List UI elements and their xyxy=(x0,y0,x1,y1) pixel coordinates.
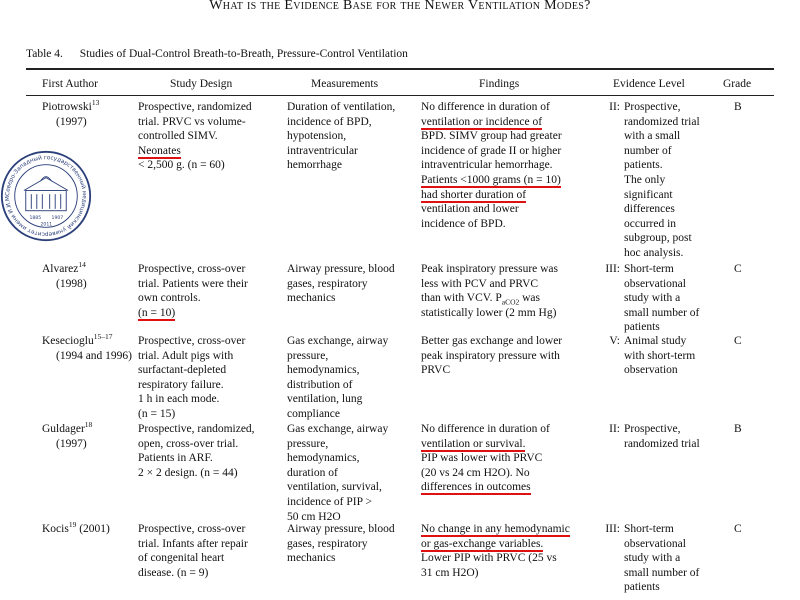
author-cell: Guldager$^{18}$ (1997) xyxy=(42,420,93,450)
design-cell: Prospective, randomized trial. PRVC vs volume- controlled SIMV. Neonates < 2,500 g. (n = 60) xyxy=(138,101,252,172)
grade-cell: B xyxy=(734,423,742,435)
seal-year-3: 2011 xyxy=(40,222,53,228)
findings-cell: Peak inspiratory pressure was less with PCV and PRVC than with VCV. $P_{aCO2}$ was statistically lower (2 mm Hg) xyxy=(421,263,559,319)
measurements-cell: Duration of ventilation, incidence of BPD, hypotension, intraventricular hemorrhage xyxy=(287,101,396,172)
evidence-cell: III: Short-term observational study with a small number of patients xyxy=(605,523,700,594)
col-header-measurements: Measurements xyxy=(311,78,379,90)
findings-cell: No change in any hemodynamic or gas-exchange variables. Lower PIP with PRVC (25 vs 31 cm H2O) xyxy=(421,523,570,579)
col-header-design: Study Design xyxy=(170,78,233,90)
table-number: Table 4. xyxy=(26,48,63,60)
evidence-cell: II: Prospective, randomized trial with a small number of patients. The only significant differences occurred in subgroup, post hoc analysis. xyxy=(609,101,700,259)
author-cell: Piotrowski$^{13}$ (1997) xyxy=(42,98,100,128)
measurements-cell: Airway pressure, blood gases, respiratory mechanics xyxy=(287,263,395,305)
measurements-cell: Gas exchange, airway pressure, hemodynamics, duration of ventilation, survival, incidence of PIP > 50 cm H2O xyxy=(287,423,389,523)
col-header-grade: Grade xyxy=(723,78,752,90)
col-header-findings: Findings xyxy=(479,78,520,90)
evidence-cell: V: Animal study with short-term observation xyxy=(609,335,696,377)
design-cell: Prospective, cross-over trial. Adult pigs with surfactant-depleted respiratory failure. 1 h in each mode. (n = 15) xyxy=(138,335,246,420)
top-rule xyxy=(26,68,774,70)
measurements-cell: Gas exchange, airway pressure, hemodynamics, distribution of ventilation, lung compliance xyxy=(287,335,389,420)
seal-arc-text: Северо-Западный государственный медицинский университет имени И.И.М xyxy=(5,155,87,237)
col-header-evidence: Evidence Level xyxy=(613,78,685,90)
grade-cell: C xyxy=(734,335,742,347)
author-cell: Kocis$^{19}$ (2001) xyxy=(42,520,110,535)
evidence-cell: II: Prospective, randomized trial xyxy=(609,423,700,450)
grade-cell: C xyxy=(734,263,742,275)
findings-cell: No difference in duration of ventilation or incidence of BPD. SIMV group had greater incidence of grade II or higher intraventricular hemorrhage. Patients <1000 grams (n = 10) had shorter duration of ventilation and lower incidence of BPD. xyxy=(421,101,562,230)
header-rule xyxy=(26,95,774,96)
findings-cell: Better gas exchange and lower peak inspiratory pressure with PRVC xyxy=(421,335,563,377)
table-title: Studies of Dual-Control Breath-to-Breath, Pressure-Control Ventilation xyxy=(79,48,408,60)
page-header: What is the Evidence Base for the Newer Ventilation Modes? xyxy=(209,0,591,13)
design-cell: Prospective, randomized, open, cross-over trial. Patients in ARF. 2 × 2 design. (n = 44) xyxy=(138,423,255,479)
table-caption xyxy=(26,48,408,60)
author-cell: Kesecioglu$^{15-17}$ (1994 and 1996) xyxy=(42,332,133,362)
grade-cell: B xyxy=(734,101,742,113)
grade-cell: C xyxy=(734,523,742,535)
measurements-cell: Airway pressure, blood gases, respiratory mechanics xyxy=(287,523,395,565)
author-cell: Alvarez$^{14}$ (1998) xyxy=(42,260,87,290)
design-cell: Prospective, cross-over trial. Patients were their own controls. (n = 10) xyxy=(138,263,248,319)
col-header-author: First Author xyxy=(42,78,98,90)
evidence-cell: III: Short-term observational study with a small number of patients xyxy=(605,263,700,334)
university-seal-logo xyxy=(0,150,92,242)
design-cell: Prospective, cross-over trial. Infants after repair of congenital heart disease. (n = 9) xyxy=(138,523,248,579)
seal-year-1: 1885 xyxy=(29,216,42,221)
findings-cell: No difference in duration of ventilation or survival. PIP was lower with PRVC (20 vs 24 cm H2O). No differences in outcomes xyxy=(421,423,550,494)
seal-year-2: 1907 xyxy=(51,216,64,221)
